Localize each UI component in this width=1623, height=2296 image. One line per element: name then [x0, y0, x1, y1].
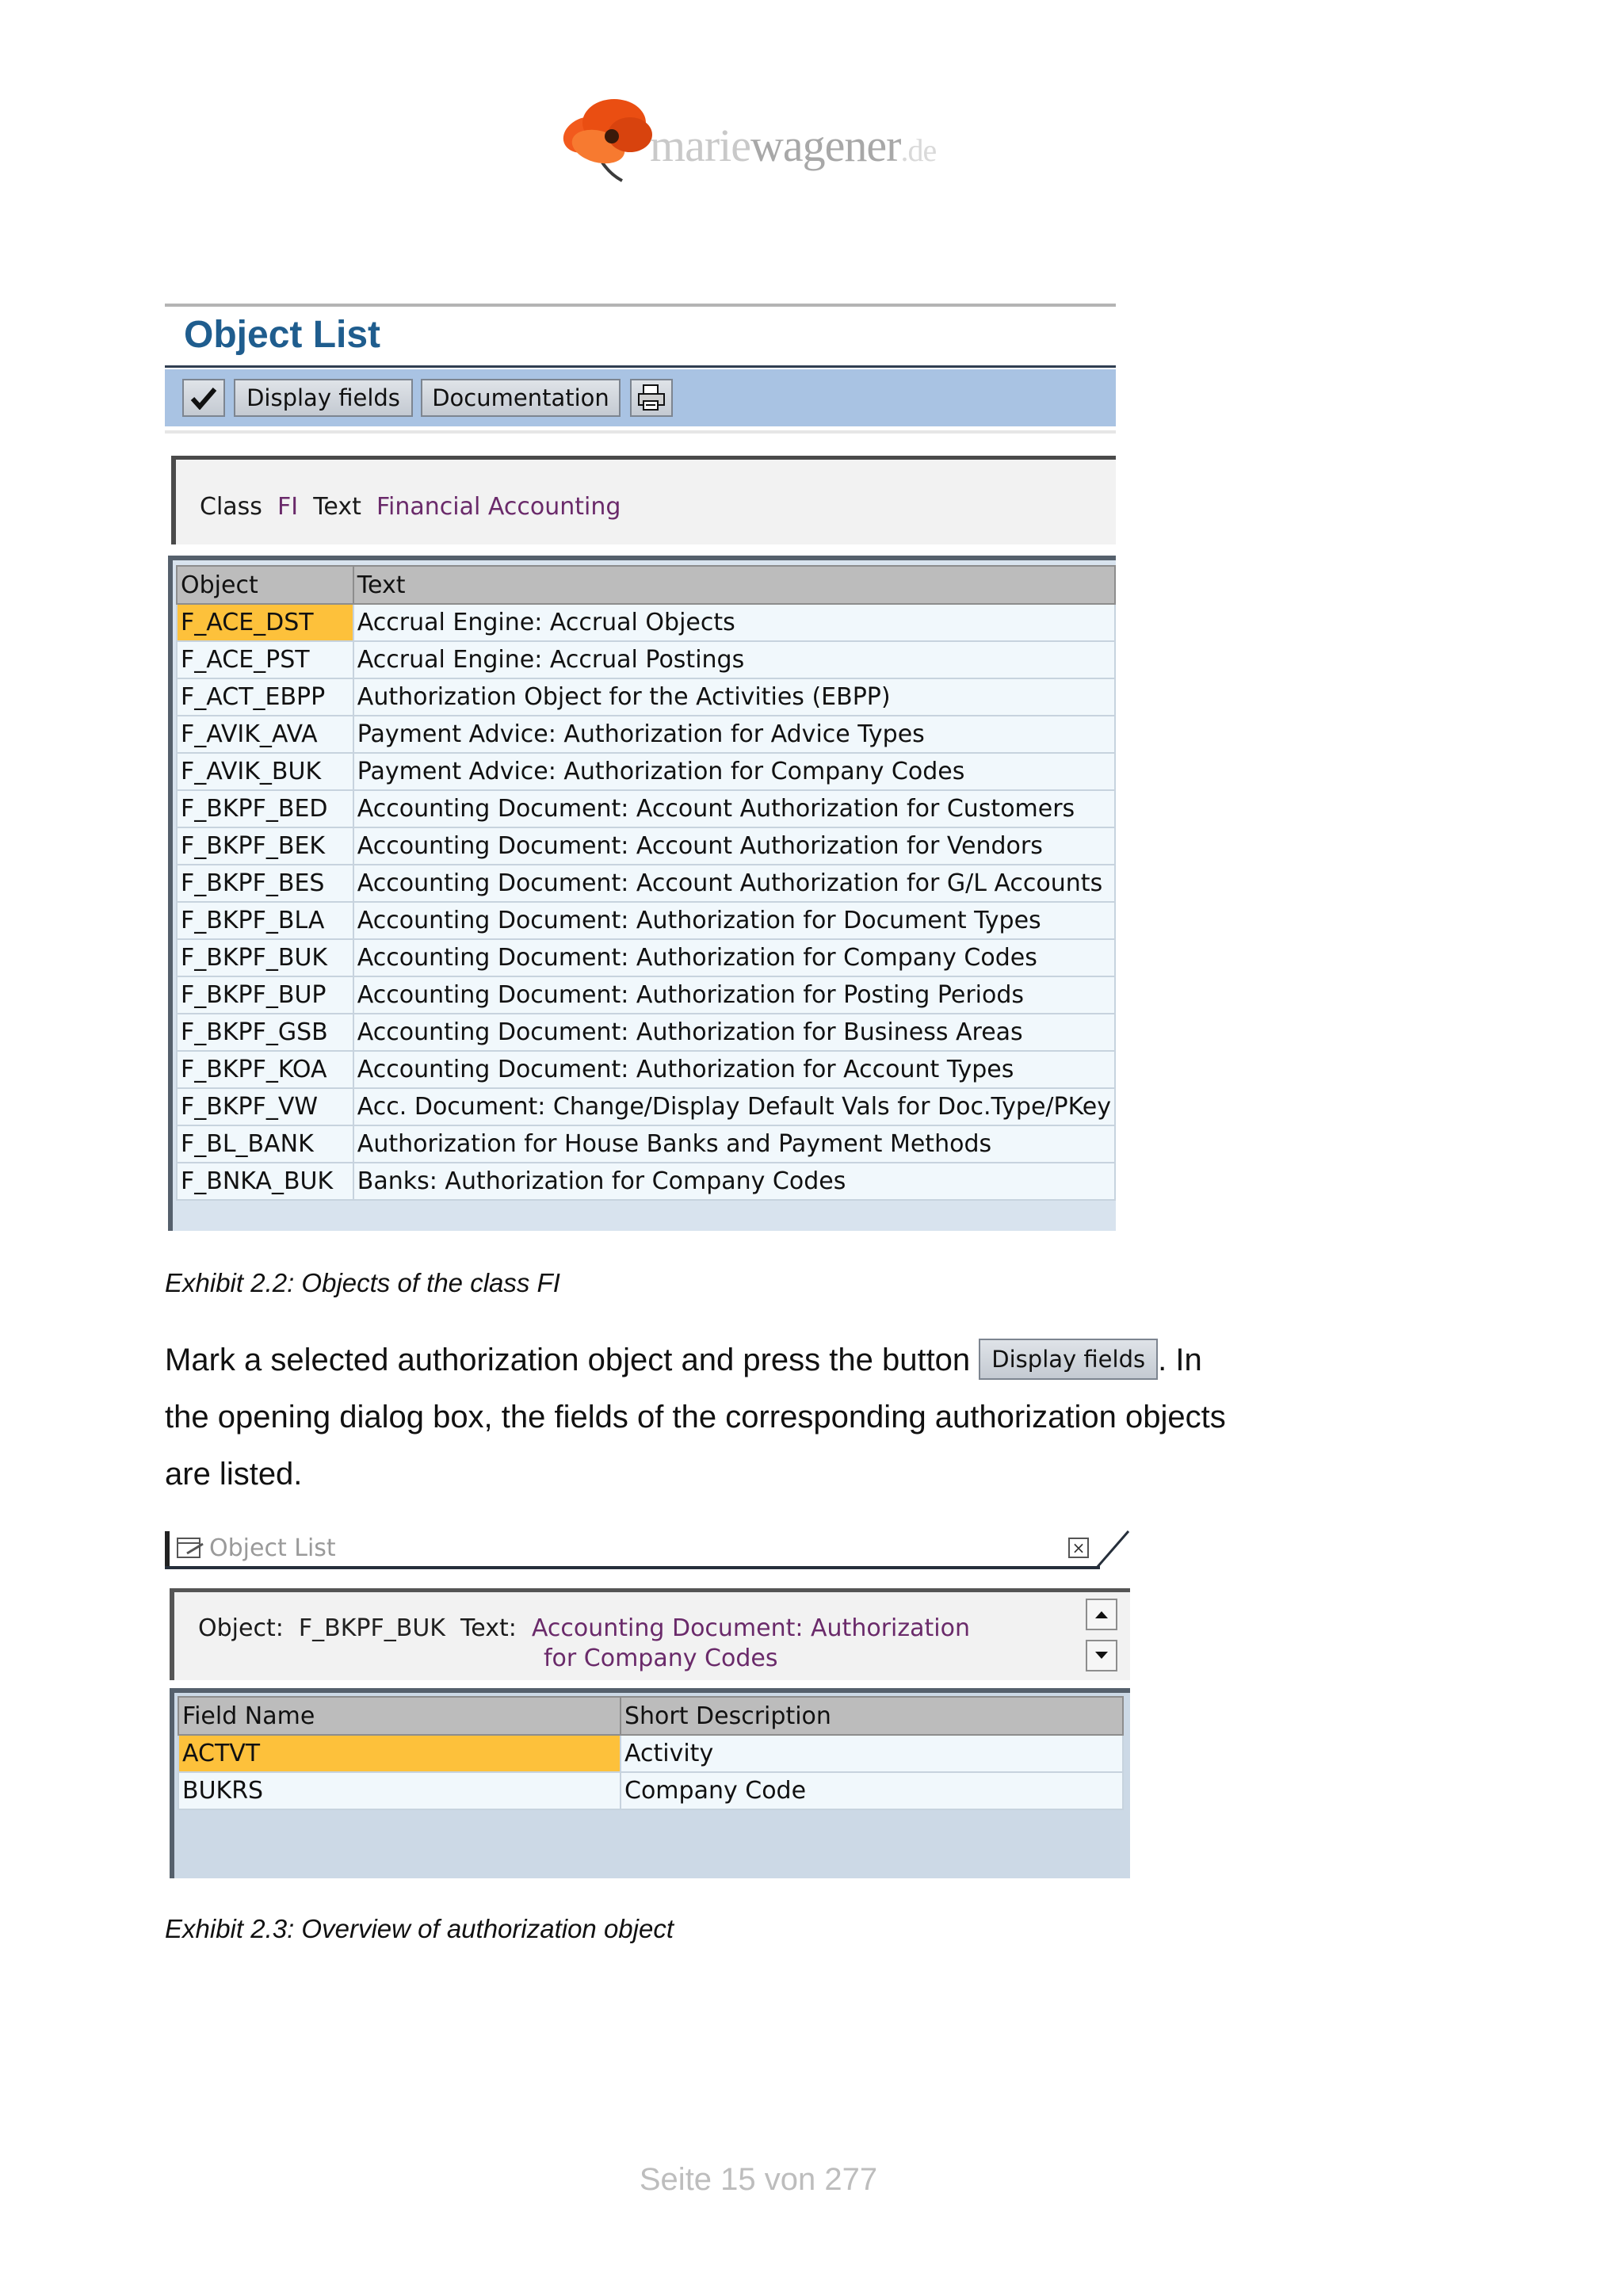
object-text-value: Accounting Document: Authorization — [531, 1614, 970, 1642]
table-cell-text[interactable]: Accounting Document: Authorization for Business Areas — [353, 1014, 1115, 1051]
table-row[interactable] — [178, 1735, 1123, 1772]
table-cell-text[interactable]: Accounting Document: Account Authorization for G/L Accounts — [353, 865, 1115, 902]
application-toolbar — [165, 369, 1116, 426]
divider — [165, 1566, 1100, 1569]
display-fields-button[interactable]: Display fields — [234, 379, 413, 417]
table-cell-text[interactable]: Accounting Document: Authorization for Account Types — [353, 1051, 1115, 1088]
divider — [165, 304, 1116, 307]
table-cell-text[interactable]: Activity — [621, 1735, 1123, 1772]
body-line-2: In the opening dialog box, the fields of the corresponding authorization objects are listed. — [165, 1343, 1226, 1492]
table-row[interactable] — [177, 790, 1115, 827]
table-cell-text[interactable]: Authorization Object for the Activities (EBPP) — [353, 678, 1115, 716]
object-table-container — [168, 556, 1116, 1231]
table-row[interactable] — [177, 1088, 1115, 1125]
logo-text-marie: marie — [650, 120, 751, 171]
column-header-short-description[interactable]: Short Description — [621, 1697, 1123, 1735]
table-cell-text[interactable]: Accounting Document: Authorization for Company Codes — [353, 939, 1115, 976]
table-cell-text[interactable]: Accounting Document: Account Authorization for Vendors — [353, 827, 1115, 865]
table-cell-key[interactable]: F_BL_BANK — [177, 1125, 353, 1163]
arrow-down-icon — [1094, 1651, 1109, 1660]
body-paragraph — [165, 1331, 1243, 1503]
checkmark-icon — [190, 386, 217, 410]
logo-text-wagener: wagener — [750, 120, 901, 171]
logo-text-domain: .de — [900, 132, 937, 168]
table-cell-text[interactable]: Accounting Document: Authorization for Posting Periods — [353, 976, 1115, 1014]
table-row[interactable] — [177, 902, 1115, 939]
table-cell-key[interactable]: F_AVIK_AVA — [177, 716, 353, 753]
field-table-container — [170, 1688, 1130, 1878]
table-cell-text[interactable]: Accounting Document: Account Authorization for Customers — [353, 790, 1115, 827]
object-info-box — [170, 1588, 1130, 1680]
table-cell-key[interactable]: F_AVIK_BUK — [177, 753, 353, 790]
dialog-title: Object List — [209, 1534, 336, 1562]
table-cell-key[interactable]: F_BKPF_BEK — [177, 827, 353, 865]
divider — [165, 430, 1116, 434]
mariewagener-logo — [555, 87, 967, 182]
table-cell-key[interactable]: ACTVT — [178, 1735, 621, 1772]
table-cell-key[interactable]: F_BKPF_BUP — [177, 976, 353, 1014]
column-header-object[interactable]: Object — [177, 566, 353, 604]
exhibit-caption: Exhibit 2.3: Overview of authorization object — [165, 1914, 674, 1943]
body-line-1: Mark a selected authorization object and press the button — [165, 1343, 971, 1377]
scroll-down-button[interactable] — [1086, 1640, 1117, 1671]
table-row[interactable] — [177, 976, 1115, 1014]
window-icon — [176, 1536, 206, 1561]
printer-icon — [636, 384, 666, 412]
table-cell-text[interactable]: Banks: Authorization for Company Codes — [353, 1163, 1115, 1200]
table-row[interactable] — [177, 939, 1115, 976]
table-cell-key[interactable]: F_BKPF_VW — [177, 1088, 353, 1125]
class-text-value: Financial Accounting — [376, 493, 621, 521]
table-cell-key[interactable]: F_BKPF_GSB — [177, 1014, 353, 1051]
table-row[interactable] — [177, 1051, 1115, 1088]
titlebar-edge — [165, 1531, 170, 1568]
table-row[interactable] — [177, 827, 1115, 865]
table-cell-key[interactable]: F_BNKA_BUK — [177, 1163, 353, 1200]
page-footer: Seite 15 von 277 — [639, 2162, 878, 2197]
divider — [165, 365, 1116, 368]
field-table — [178, 1696, 1124, 1810]
arrow-up-icon — [1094, 1610, 1109, 1619]
documentation-button[interactable]: Documentation — [421, 379, 621, 417]
scroll-up-button[interactable] — [1086, 1599, 1117, 1630]
table-cell-key[interactable]: F_BKPF_BED — [177, 790, 353, 827]
table-row[interactable] — [178, 1772, 1123, 1809]
table-cell-key[interactable]: F_ACE_DST — [177, 604, 353, 641]
table-cell-text[interactable]: Acc. Document: Change/Display Default Vals for Doc.Type/PKey — [353, 1088, 1115, 1125]
print-button[interactable] — [630, 379, 673, 417]
object-table — [176, 565, 1116, 1201]
screen-title: Object List — [184, 314, 381, 356]
table-row[interactable] — [177, 678, 1115, 716]
table-row[interactable] — [177, 641, 1115, 678]
object-value: F_BKPF_BUK — [298, 1614, 445, 1642]
table-cell-text[interactable]: Payment Advice: Authorization for Advice Types — [353, 716, 1115, 753]
table-cell-key[interactable]: F_BKPF_BLA — [177, 902, 353, 939]
table-cell-text[interactable]: Accrual Engine: Accrual Objects — [353, 604, 1115, 641]
table-cell-key[interactable]: F_BKPF_BES — [177, 865, 353, 902]
table-cell-key[interactable]: F_ACE_PST — [177, 641, 353, 678]
column-header-field-name[interactable]: Field Name — [178, 1697, 621, 1735]
display-fields-inline-button: Display fields — [979, 1339, 1158, 1380]
table-cell-key[interactable]: F_BKPF_BUK — [177, 939, 353, 976]
table-row[interactable] — [177, 1014, 1115, 1051]
table-row[interactable] — [177, 1163, 1115, 1200]
exhibit-caption: Exhibit 2.2: Objects of the class FI — [165, 1268, 560, 1297]
table-row[interactable] — [177, 604, 1115, 641]
table-cell-key[interactable]: F_ACT_EBPP — [177, 678, 353, 716]
class-value: FI — [277, 493, 299, 521]
table-cell-text[interactable]: Authorization for House Banks and Payment Methods — [353, 1125, 1115, 1163]
table-row[interactable] — [177, 716, 1115, 753]
corner-decoration — [1092, 1530, 1130, 1569]
table-cell-text[interactable]: Accounting Document: Authorization for Document Types — [353, 902, 1115, 939]
table-cell-text[interactable]: Company Code — [621, 1772, 1123, 1809]
table-cell-text[interactable]: Payment Advice: Authorization for Company Codes — [353, 753, 1115, 790]
table-cell-text[interactable]: Accrual Engine: Accrual Postings — [353, 641, 1115, 678]
object-text-value-cont: for Company Codes — [544, 1645, 778, 1672]
table-row[interactable] — [177, 865, 1115, 902]
confirm-button[interactable] — [182, 379, 225, 417]
close-button[interactable]: × — [1068, 1538, 1089, 1558]
object-list-dialog-screenshot — [165, 1530, 1130, 1878]
table-cell-key[interactable]: BUKRS — [178, 1772, 621, 1809]
class-info-box — [171, 456, 1116, 544]
text-label: Text: — [460, 1614, 517, 1642]
text-label: Text — [313, 493, 361, 521]
body-period: . — [1158, 1343, 1167, 1377]
table-row[interactable] — [177, 1125, 1115, 1163]
object-list-screenshot — [165, 304, 1116, 1231]
table-cell-key[interactable]: F_BKPF_KOA — [177, 1051, 353, 1088]
table-row[interactable] — [177, 753, 1115, 790]
column-header-text[interactable]: Text — [353, 566, 1115, 604]
class-label: Class — [200, 493, 262, 521]
dialog-titlebar — [165, 1530, 1130, 1569]
object-label: Object: — [198, 1614, 284, 1642]
